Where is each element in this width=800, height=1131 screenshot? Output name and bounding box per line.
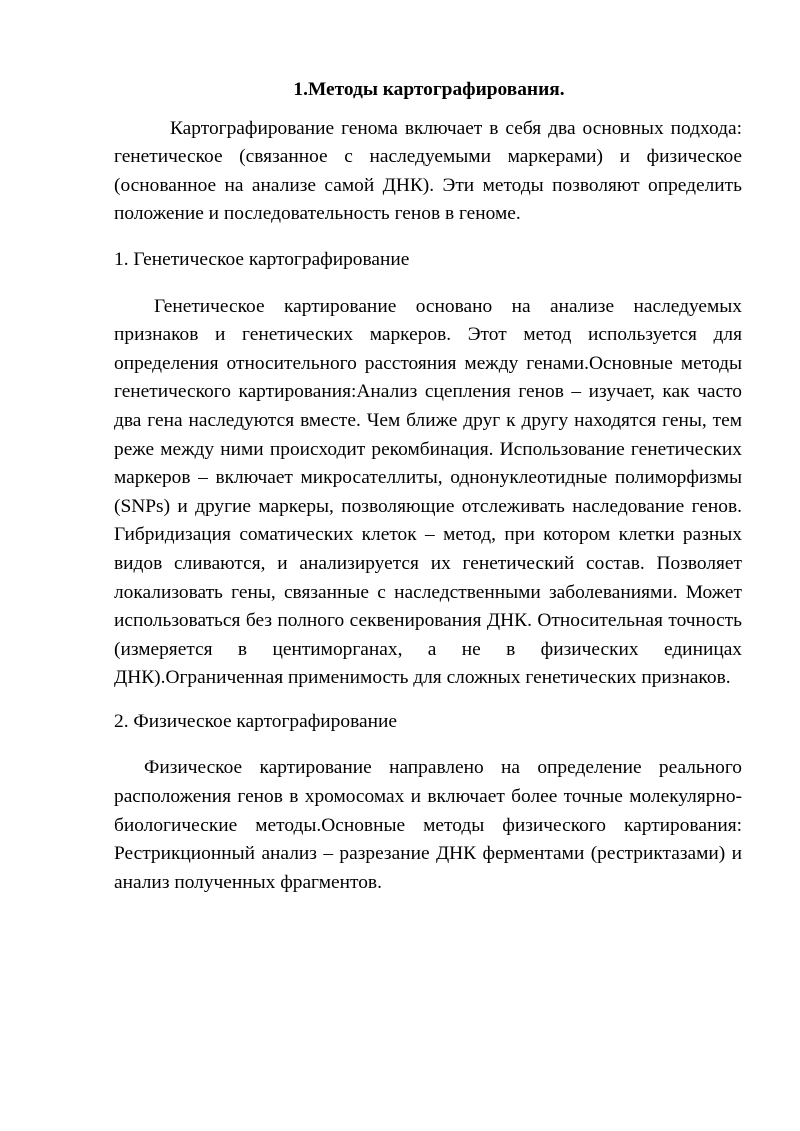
section-body-genetic: Генетическое картирование основано на анализе наследуемых признаков и генетических маркеров. Этот метод используется для определения относительного расстояния между генами.Основные методы генетического картирования:Анализ сцепления генов – изучает, как часто два гена наследуются вместе. Чем ближе друг к другу находятся гены, тем реже между ними происходит рекомбинация. Использование генетических маркеров – включает микросателлиты, однонуклеотидные полиморфизмы (SNPs) и другие маркеры, позволяющие отслеживать наследование генов. Гибридизация соматических клеток – метод, при котором клетки разных видов сливаются, и анализируется их генетический состав. Позволяет локализовать гены, связанные с наследственными заболеваниями. Может использоваться без полного секвенирования ДНК. Относительная точность (измеряется в центиморганах, а не в физических единицах ДНК).Ограниченная применимость для сложных генетических признаков. xyxy=(114,295,742,689)
section-heading-physical: 2. Физическое картографирование xyxy=(114,710,397,732)
section-body-physical: Физическое картирование направлено на определение реального расположения генов в хромосомах и включает более точные молекулярно-биологические методы.Основные методы физического картирования: Рестрикционный анализ – разрезание ДНК ферментами (рестриктазами) и анализ полученных фрагментов. xyxy=(114,757,742,893)
document-page xyxy=(114,76,742,897)
spacer xyxy=(114,275,742,293)
spacer xyxy=(114,693,742,708)
spacer xyxy=(114,229,742,246)
intro-paragraph: Картографирование генома включает в себя два основных подхода: генетическое (связанное с наследуемыми маркерами) и физическое (основанное на анализе самой ДНК). Эти методы позволяют определить положение и последовательность генов в геноме. xyxy=(114,117,742,225)
spacer xyxy=(114,736,742,754)
page-title: 1.Методы картографирования. xyxy=(293,79,565,100)
section-heading-genetic: 1. Генетическое картографирование xyxy=(114,248,410,270)
